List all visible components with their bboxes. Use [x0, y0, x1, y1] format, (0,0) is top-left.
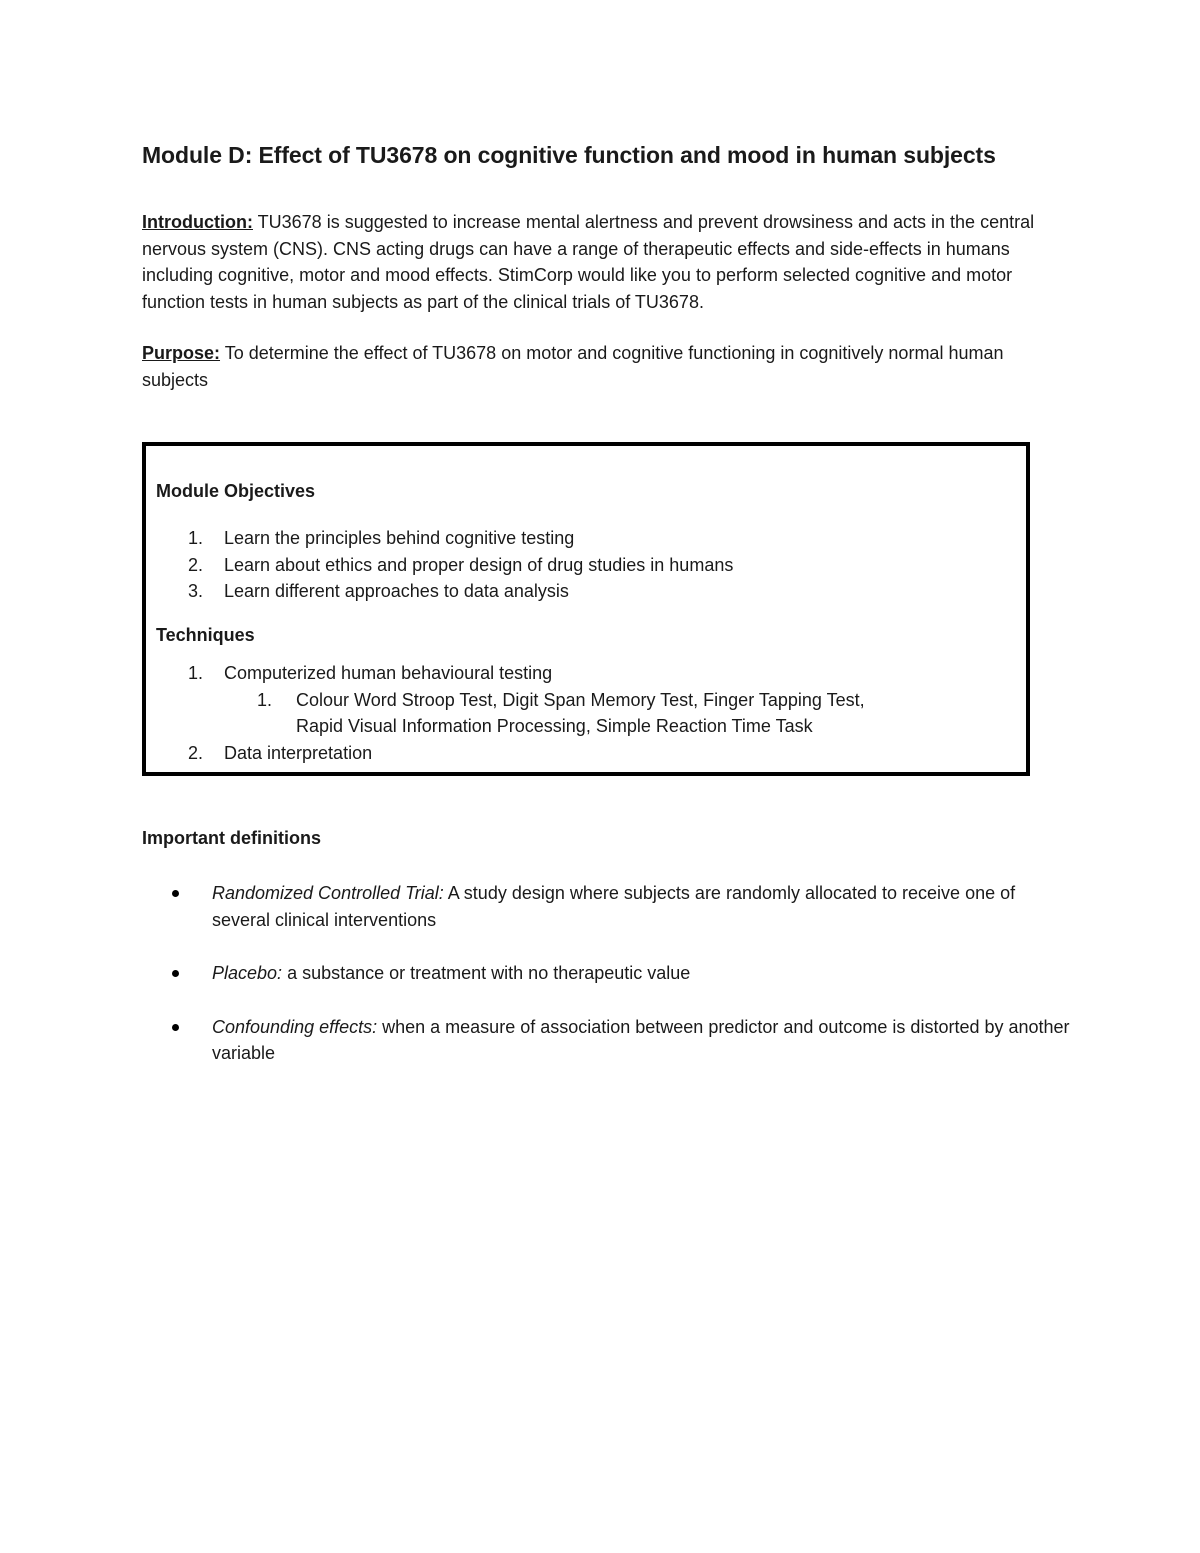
list-number: 1.	[257, 689, 273, 710]
introduction-label: Introduction:	[142, 212, 253, 232]
definition-text: when a measure of association between predictor and outcome is distorted by another variable	[212, 1016, 1070, 1063]
list-number: 1.	[188, 528, 204, 548]
definition-term: Placebo:	[212, 963, 283, 983]
techniques-sublist	[224, 687, 1024, 740]
introduction-text: TU3678 is suggested to increase mental alertness and prevent drowsiness and acts in the central nervous system (CNS). CNS acting drugs can have a range of therapeutic effects and side-effects in humans including cognitive, motor and mood effects. StimCorp would like you to perform selected cognitive and motor function tests in human subjects as part of the clinical trials of TU3678.	[142, 212, 1035, 312]
sublist-item-text: Colour Word Stroop Test, Digit Span Memory Test, Finger Tapping Test, Rapid Visual Information Processing, Simple Reaction Time Task	[296, 689, 865, 736]
definition-term: Randomized Controlled Trial:	[212, 883, 444, 903]
techniques-list	[146, 660, 1024, 766]
definitions-list	[142, 880, 1072, 1094]
bullet-icon	[172, 890, 179, 897]
purpose-label: Purpose:	[142, 343, 221, 363]
list-number: 2.	[188, 554, 204, 575]
page-title: Module D: Effect of TU3678 on cognitive function and mood in human subjects	[142, 142, 996, 168]
list-item	[146, 578, 1024, 605]
definitions-heading: Important definitions	[142, 828, 321, 848]
bullet-icon	[172, 970, 179, 977]
bullet-icon	[172, 1024, 179, 1031]
objectives-list	[146, 525, 1024, 605]
purpose-text: To determine the effect of TU3678 on motor and cognitive functioning in cognitively normal human subjects	[142, 343, 1004, 390]
list-item	[146, 740, 1024, 767]
purpose-paragraph	[142, 340, 1062, 393]
list-number: 1.	[188, 663, 204, 683]
definition-term: Confounding effects:	[212, 1016, 378, 1037]
definition-item	[142, 880, 1072, 933]
list-item-text: Learn the principles behind cognitive testing	[224, 528, 575, 548]
list-item	[146, 525, 1024, 552]
list-item	[146, 552, 1024, 579]
list-item-text: Learn about ethics and proper design of drug studies in humans	[224, 554, 734, 575]
definition-item	[142, 1014, 1072, 1067]
definition-item	[142, 960, 1072, 987]
list-number: 2.	[188, 742, 204, 763]
list-item-text: Learn different approaches to data analysis	[224, 581, 569, 601]
definition-text: A study design where subjects are randomly allocated to receive one of several clinical interventions	[212, 883, 1016, 930]
definition-text: a substance or treatment with no therapeutic value	[282, 963, 691, 983]
objectives-heading: Module Objectives	[156, 481, 316, 501]
techniques-heading: Techniques	[156, 625, 255, 645]
objectives-box	[142, 442, 1030, 776]
introduction-paragraph	[142, 209, 1062, 315]
list-item-text: Computerized human behavioural testing	[224, 663, 553, 683]
list-number: 3.	[188, 581, 204, 601]
list-item-text: Data interpretation	[224, 742, 373, 763]
sublist-item	[224, 687, 916, 740]
list-item	[146, 660, 1024, 740]
